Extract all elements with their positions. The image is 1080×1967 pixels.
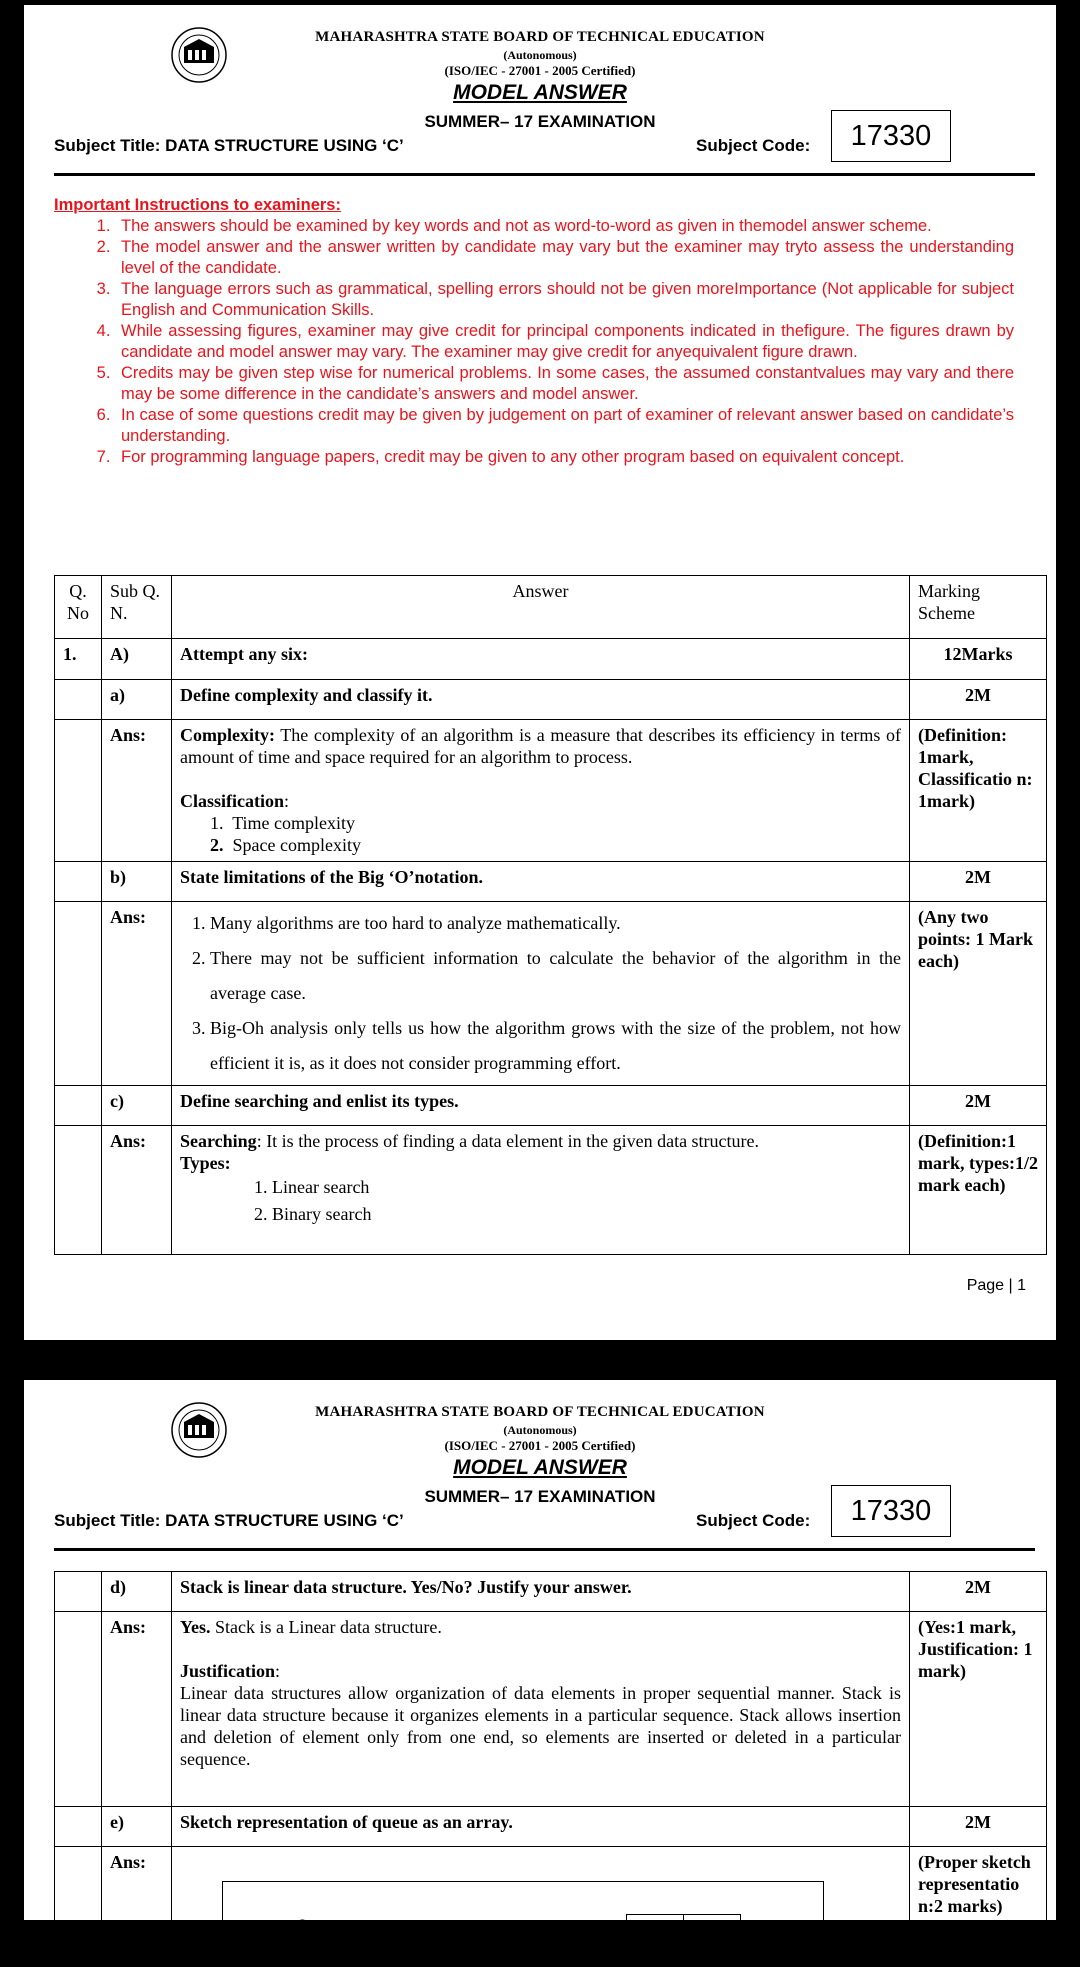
subject-code-label: Subject Code: xyxy=(696,1511,811,1530)
marking-scheme: (Definition: 1mark, Classificatio n: 1mark) xyxy=(910,720,1047,862)
org-autonomous: (Autonomous) xyxy=(503,48,577,62)
list-item: Space complexity xyxy=(232,835,361,855)
marks: 2M xyxy=(910,680,1047,720)
marking-scheme: (Any two points: 1 Mark each) xyxy=(910,902,1047,1086)
header-rule xyxy=(54,173,1035,176)
array-cell xyxy=(626,1914,684,1940)
justification-label: Justification xyxy=(180,1661,276,1681)
table-row xyxy=(55,680,1047,720)
instruction-item: 4. While assessing figures, examiner may give credit for principal components indicated in thefigure. The figures drawn by candidate and model answer may vary. The examiner may give credit for anyequivalent figure drawn. xyxy=(115,321,1014,363)
model-answer-title: MODEL ANSWER xyxy=(453,1456,627,1479)
answer-body xyxy=(172,1126,910,1255)
document-page-2 xyxy=(24,1380,1056,1944)
question-text: Sketch representation of queue as an array. xyxy=(172,1807,910,1847)
instructions xyxy=(54,195,1014,468)
array-cell: 15 xyxy=(569,1921,627,1947)
instruction-item: 1. The answers should be examined by key words and not as word-to-word as given in themodel answer scheme. xyxy=(115,216,1014,237)
org-iso: (ISO/IEC - 27001 - 2005 Certified) xyxy=(444,63,636,78)
marks: 2M xyxy=(910,862,1047,902)
page-header xyxy=(24,1380,1056,1545)
col-subq: Sub Q. N. xyxy=(102,576,172,639)
subject-code-box: 17330 xyxy=(831,1485,951,1537)
ans-label: Ans: xyxy=(102,1847,172,1967)
question-text: Stack is linear data structure. Yes/No? Justify your answer. xyxy=(172,1572,910,1612)
subject-title: Subject Title: DATA STRUCTURE USING ‘C’ xyxy=(54,136,404,155)
marks: 2M xyxy=(910,1572,1047,1612)
marking-scheme: (Proper sketch representatio n:2 marks) xyxy=(910,1847,1047,1967)
org-name: MAHARASHTRA STATE BOARD OF TECHNICAL EDUCATION xyxy=(315,29,765,45)
exam-name: SUMMER– 17 EXAMINATION xyxy=(424,1487,656,1506)
model-answer-title: MODEL ANSWER xyxy=(453,81,627,104)
answer-definition: : It is the process of finding a data element in the given data structure. xyxy=(256,1131,760,1151)
answer-yes: Yes. xyxy=(180,1617,211,1637)
ans-label: Ans: xyxy=(102,902,172,1086)
table-row xyxy=(55,1126,1047,1255)
answer-table xyxy=(54,575,1047,1255)
array-cell: 13 xyxy=(455,1921,513,1947)
exam-name: SUMMER– 17 EXAMINATION xyxy=(424,112,656,131)
table-row xyxy=(55,1086,1047,1126)
question-text: Define searching and enlist its types. xyxy=(172,1086,910,1126)
marking-scheme: (Yes:1 mark, Justification: 1 mark) xyxy=(910,1612,1047,1807)
ans-label: Ans: xyxy=(102,720,172,862)
q-number: 1. xyxy=(55,639,102,680)
answer-table xyxy=(54,1571,1047,1967)
table-row xyxy=(55,1612,1047,1807)
array-cell: 12 xyxy=(398,1921,456,1947)
table-row xyxy=(55,1807,1047,1847)
list-item: 2. Binary search xyxy=(254,1204,372,1224)
queue-array xyxy=(341,1914,740,1947)
org-autonomous: (Autonomous) xyxy=(503,1423,577,1437)
ans-label: Ans: xyxy=(102,1126,172,1255)
subject-code-label: Subject Code: xyxy=(696,136,811,155)
org-name: MAHARASHTRA STATE BOARD OF TECHNICAL EDUCATION xyxy=(315,1404,765,1420)
queue-sketch-frame xyxy=(222,1881,824,1962)
col-answer: Answer xyxy=(172,576,910,639)
list-item: 2. There may not be sufficient information to calculate the behavior of the algorithm in the average case. xyxy=(210,941,901,1011)
table-row xyxy=(55,902,1047,1086)
list-item: 1. Linear search xyxy=(254,1177,370,1197)
table-row xyxy=(55,639,1047,680)
list-item: 1. Many algorithms are too hard to analyze mathematically. xyxy=(210,906,901,941)
instruction-item: 6. In case of some questions credit may be given by judgement on part of examiner of relevant answer based on candidate’s understanding. xyxy=(115,405,1014,447)
table-row xyxy=(55,720,1047,862)
sub-q: c) xyxy=(102,1086,172,1126)
sub-q: A) xyxy=(102,639,172,680)
instruction-item: 3. The language errors such as grammatical, spelling errors should not be given moreImportance (Not applicable for subject English and Communication Skills. xyxy=(115,279,1014,321)
page-header xyxy=(24,5,1056,170)
instruction-item: 2. The model answer and the answer written by candidate may vary but the examiner may tryto assess the understanding level of the candidate. xyxy=(115,237,1014,279)
answer-body: Yes. Stack is a Linear data structure. Justification: Linear data structures allow organization of data elements in proper sequential manner. Stack is linear data structure because it organizes elements in a particular sequence. Stack allows insertion and deletion of element only from one end, so elements are inserted or deleted in a particular sequence. xyxy=(172,1612,910,1807)
sub-q: a) xyxy=(102,680,172,720)
table-row xyxy=(55,862,1047,902)
array-cell xyxy=(683,1914,741,1940)
document-page-1 xyxy=(24,5,1056,1340)
justification-text: Linear data structures allow organization of data elements in proper sequential manner. Stack is linear data structure because it organizes elements in a particular sequence. Stack allows insertion and deletion of element only from one end, so elements are inserted or deleted in a particular sequence. xyxy=(180,1683,901,1769)
subject-title: Subject Title: DATA STRUCTURE USING ‘C’ xyxy=(54,1511,404,1530)
instructions-list xyxy=(54,216,1014,468)
instructions-title: Important Instructions to examiners: xyxy=(54,196,341,214)
header-rule xyxy=(54,1548,1035,1551)
classification-label: Classification xyxy=(180,791,285,811)
types-label: Types: xyxy=(180,1153,231,1173)
ans-label: Ans: xyxy=(102,1612,172,1807)
question-text: Define complexity and classify it. xyxy=(172,680,910,720)
answer-body xyxy=(172,1847,910,1967)
col-qno: Q. No xyxy=(55,576,102,639)
table-row xyxy=(55,1572,1047,1612)
marks: 2M xyxy=(910,1086,1047,1126)
answer-body: Complexity: The complexity of an algorithm is a measure that describes its efficiency in terms of amount of time and space required for an algorithm to process. Classification: 1. Time complexity 2. Space complexity xyxy=(172,720,910,862)
sub-q: b) xyxy=(102,862,172,902)
instruction-item: 7. For programming language papers, credit may be given to any other program based on equivalent concept. xyxy=(115,447,1014,468)
sub-q: e) xyxy=(102,1807,172,1847)
answer-term: Complexity: xyxy=(180,725,275,745)
sub-q: d) xyxy=(102,1572,172,1612)
list-item: Time complexity xyxy=(232,813,356,833)
org-iso: (ISO/IEC - 27001 - 2005 Certified) xyxy=(444,1438,636,1453)
question-text: State limitations of the Big ‘O’notation. xyxy=(172,862,910,902)
array-cell: 14 xyxy=(512,1921,570,1947)
answer-term: Searching xyxy=(180,1131,257,1151)
instruction-item: 5. Credits may be given step wise for numerical problems. In some cases, the assumed constantvalues may vary and there may be some difference in the candidate’s answers and model answer. xyxy=(115,363,1014,405)
question-text: Attempt any six: xyxy=(172,639,910,680)
marks: 2M xyxy=(910,1807,1047,1847)
subject-code-box: 17330 xyxy=(831,110,951,162)
answer-statement: Stack is a Linear data structure. xyxy=(210,1617,442,1637)
array-cell: 11 xyxy=(341,1921,399,1947)
array-label: a xyxy=(299,1915,306,1930)
limitations-list xyxy=(180,906,901,1081)
page-number: Page | 1 xyxy=(966,1277,1026,1294)
table-header-row xyxy=(55,576,1047,639)
marks: 12Marks xyxy=(910,639,1047,680)
table-row xyxy=(55,1847,1047,1967)
answer-definition: The complexity of an algorithm is a measure that describes its efficiency in terms of amount of time and space required for an algorithm to process. xyxy=(180,725,901,767)
answer-body xyxy=(172,902,910,1086)
marking-scheme: (Definition:1 mark, types:1/2 mark each) xyxy=(910,1126,1047,1255)
list-item: 3. Big-Oh analysis only tells us how the algorithm grows with the size of the problem, not how efficient it is, as it does not consider programming effort. xyxy=(210,1011,901,1081)
col-marking: Marking Scheme xyxy=(910,576,1047,639)
